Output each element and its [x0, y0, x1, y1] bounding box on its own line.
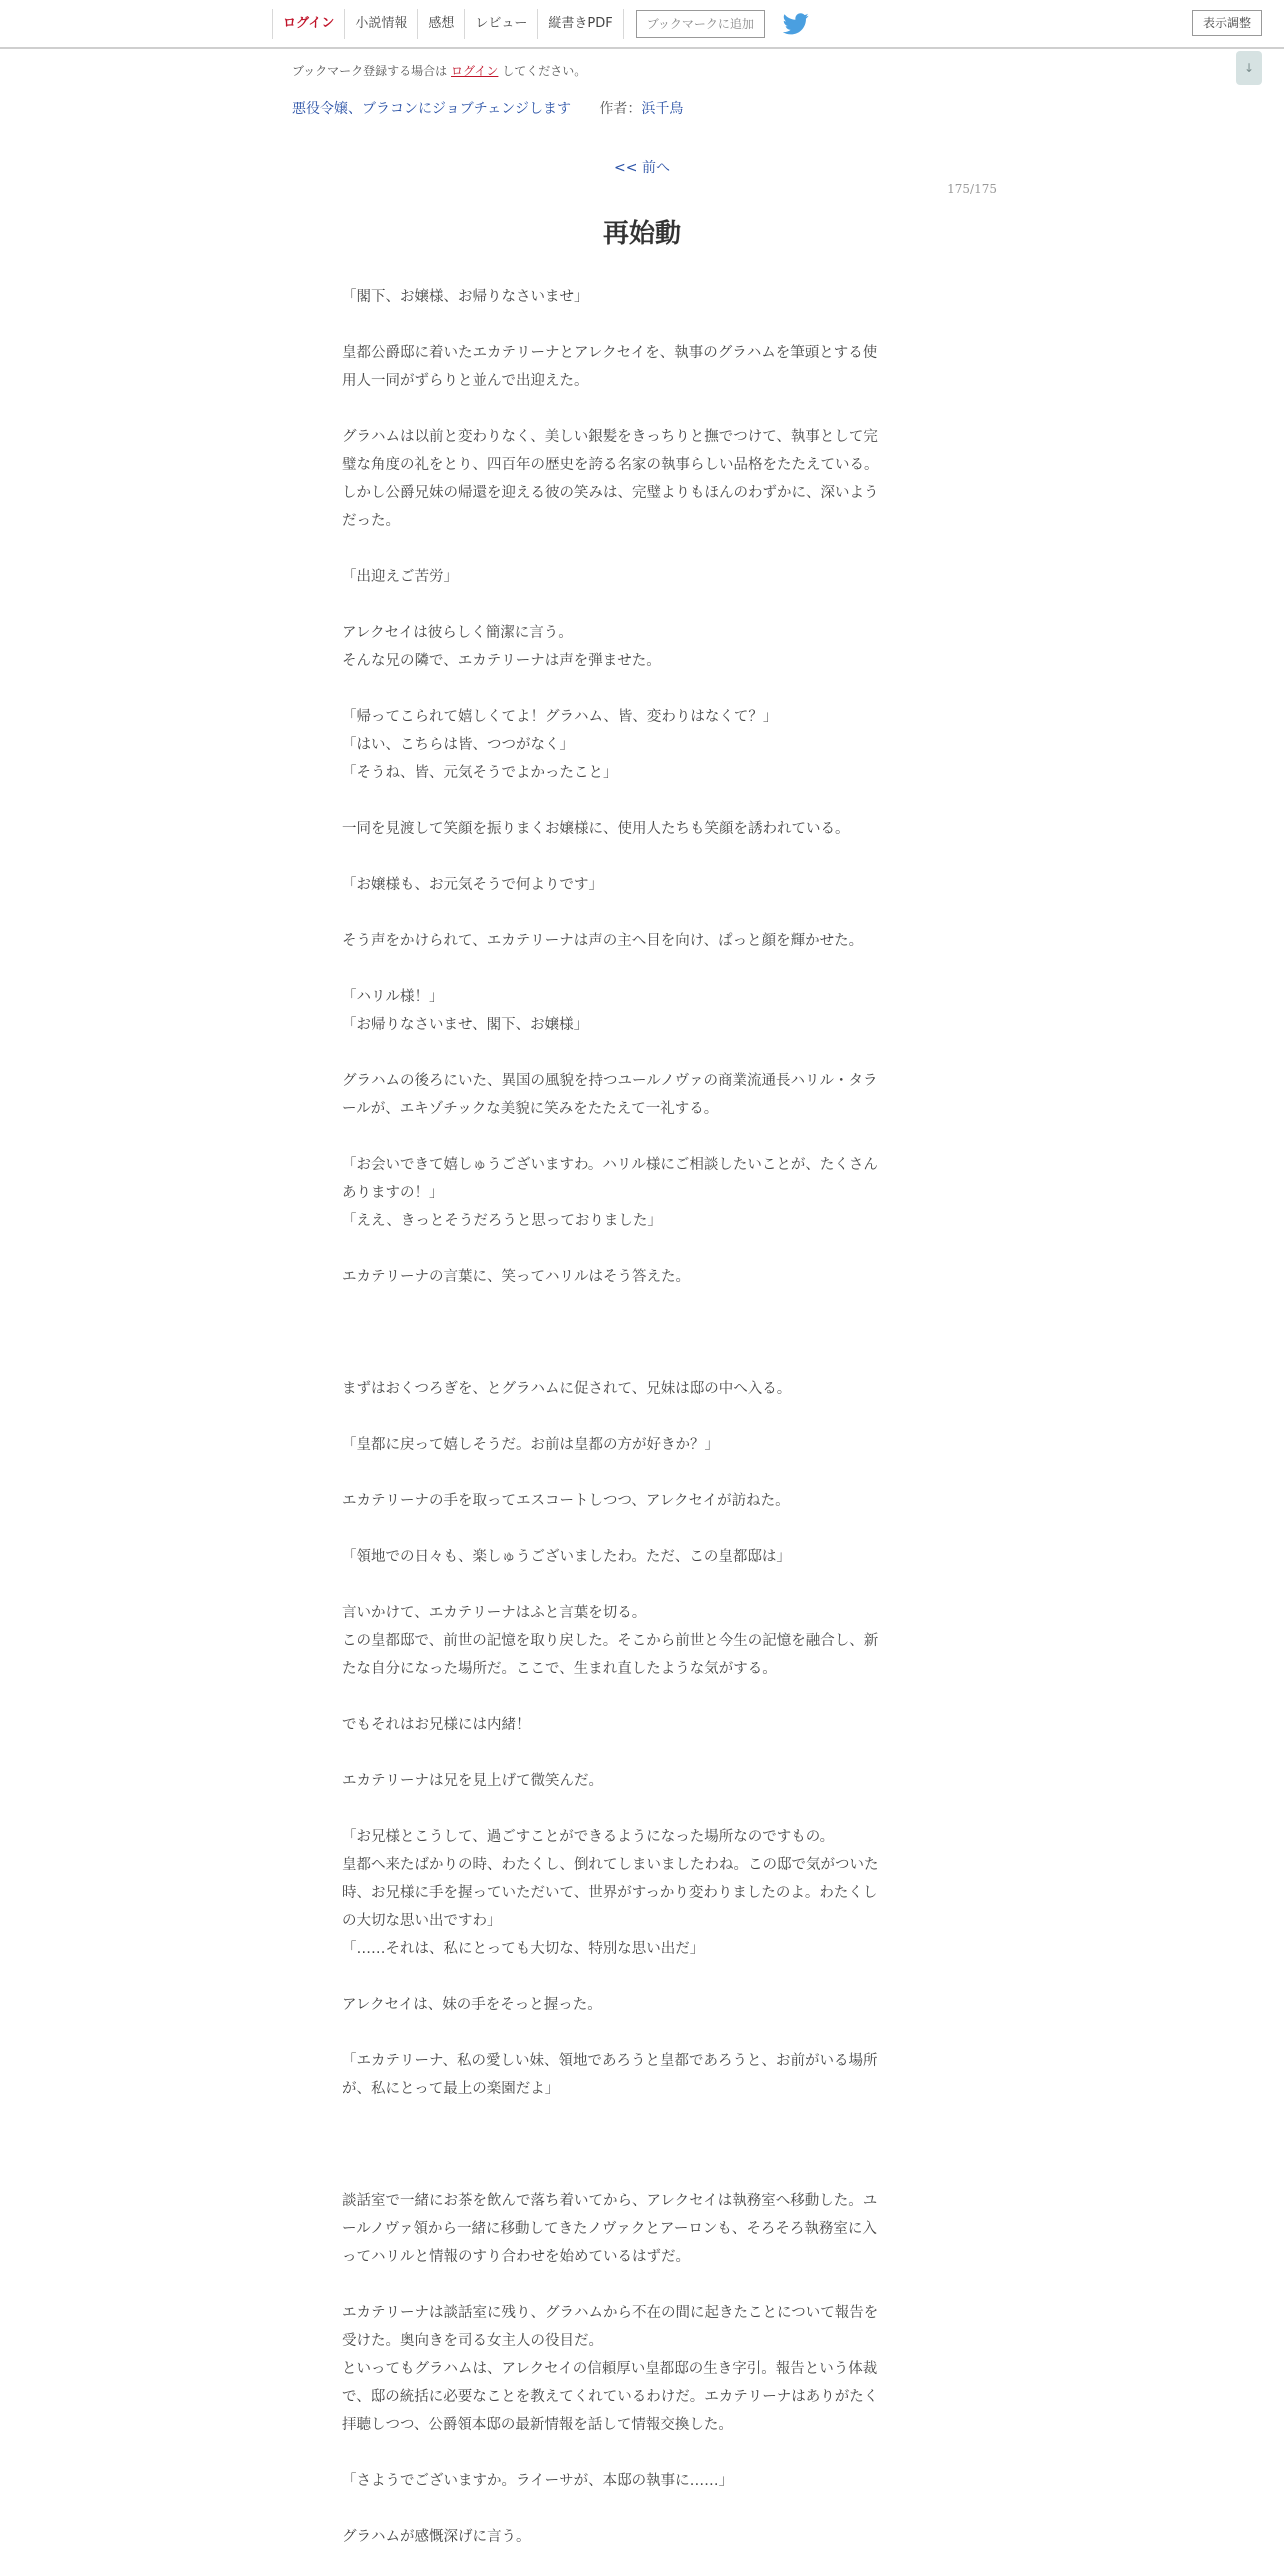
scroll-down-icon[interactable]: ↓: [1236, 51, 1262, 85]
body-line: 「閣下、お嬢様、お帰りなさいませ」: [342, 289, 589, 305]
twitter-bird-icon[interactable]: [783, 13, 809, 35]
body-line: グラハムの後ろにいた、異国の風貌を持つユールノヴァの商業流通長ハリル・タラ: [342, 1073, 878, 1089]
nav-novel-info[interactable]: 小説情報: [344, 9, 417, 39]
body-line: ありますの！」: [342, 1185, 444, 1201]
body-line: [342, 787, 942, 815]
body-line: [342, 1291, 942, 1319]
body-line: エカテリーナは談話室に残り、グラハムから不在の間に起きたことについて報告を: [342, 2305, 879, 2321]
bookmark-notice: [292, 62, 586, 79]
body-line: [342, 1963, 942, 1991]
body-line: [342, 395, 942, 423]
body-line: が、私にとって最上の楽園だよ」: [342, 2081, 560, 2097]
novel-body-text: [342, 283, 942, 2551]
nav-review[interactable]: レビュー: [464, 9, 537, 39]
body-line: 受けた。奥向きを司る女主人の役目だ。: [342, 2333, 603, 2349]
body-line: [342, 2495, 942, 2523]
body-line: 「……それは、私にとっても大切な、特別な思い出だ」: [342, 1941, 705, 1957]
body-line: 用人一同がずらりと並んで出迎えた。: [342, 373, 589, 389]
body-line: エカテリーナの言葉に、笑ってハリルはそう答えた。: [342, 1269, 690, 1285]
nav-login[interactable]: ログイン: [272, 9, 344, 39]
body-line: [342, 2439, 942, 2467]
add-bookmark-button[interactable]: ブックマークに追加: [636, 10, 765, 38]
top-nav-bar: [0, 0, 1284, 49]
body-line: [342, 1739, 942, 1767]
body-line: この皇都邸で、前世の記憶を取り戻した。そこから前世と今生の記憶を融合し、新: [342, 1633, 879, 1649]
chapter-title: 再始動: [602, 219, 681, 249]
body-line: ールが、エキゾチックな美貌に笑みをたたえて一礼する。: [342, 1101, 719, 1117]
body-line: 「ええ、きっとそうだろうと思っておりました」: [342, 1213, 662, 1229]
body-line: アレクセイは、妹の手をそっと握った。: [342, 1997, 602, 2013]
body-line: しかし公爵兄妹の帰還を迎える彼の笑みは、完璧よりもほんのわずかに、深いよう: [342, 485, 879, 501]
body-line: [342, 2103, 942, 2131]
body-line: 言いかけて、エカテリーナはふと言葉を切る。: [342, 1605, 647, 1621]
body-line: 拝聴しつつ、公爵領本邸の最新情報を話して情報交換した。: [342, 2417, 733, 2433]
body-line: 皇都公爵邸に着いたエカテリーナとアレクセイを、執事のグラハムを筆頭とする使: [342, 345, 878, 361]
novel-info: [292, 98, 683, 118]
body-line: [342, 2271, 942, 2299]
bookmark-notice-prefix: ブックマーク登録する場合は: [292, 64, 448, 78]
body-line: [342, 1403, 942, 1431]
bookmark-notice-login-link[interactable]: ログイン: [451, 64, 499, 78]
pager-prev: [0, 157, 1284, 177]
body-line: 「さようでございますか。ライーサが、本邸の執事に……」: [342, 2473, 734, 2489]
body-line: エカテリーナは兄を見上げて微笑んだ。: [342, 1773, 603, 1789]
body-line: グラハムが感慨深げに言う。: [342, 2529, 531, 2545]
body-line: 「エカテリーナ、私の愛しい妹、領地であろうと皇都であろうと、お前がいる場所: [342, 2053, 878, 2069]
body-line: そう声をかけられて、エカテリーナは声の主へ目を向け、ぱっと顔を輝かせた。: [342, 933, 864, 949]
body-line: [342, 1571, 942, 1599]
nav-impressions[interactable]: 感想: [417, 9, 464, 39]
body-line: 「出迎えご苦労」: [342, 569, 458, 585]
body-line: [342, 2131, 942, 2159]
display-settings-button[interactable]: 表示調整: [1192, 10, 1262, 36]
body-line: の大切な思い出ですわ」: [342, 1913, 502, 1929]
body-line: 一同を見渡して笑顔を振りまくお嬢様に、使用人たちも笑顔を誘われている。: [342, 821, 850, 837]
body-line: [342, 1459, 942, 1487]
body-line: 「領地での日々も、楽しゅうございましたわ。ただ、この皇都邸は」: [342, 1549, 791, 1565]
nav-vertical-pdf[interactable]: 縦書きPDF: [537, 9, 623, 39]
bookmark-notice-suffix: してください。: [502, 64, 587, 78]
body-line: 「お兄様とこうして、過ごすことができるようになった場所なのですもの。: [342, 1829, 835, 1845]
nav-menu: [272, 9, 809, 39]
body-line: [342, 311, 942, 339]
body-line: [342, 535, 942, 563]
body-line: で、邸の統括に必要なことを教えてくれているわけだ。エカテリーナはありがたく: [342, 2389, 879, 2405]
body-line: でもそれはお兄様には内緒！: [342, 1717, 531, 1733]
body-line: 「皇都に戻って嬉しそうだ。お前は皇都の方が好きか？」: [342, 1437, 719, 1453]
body-line: たな自分になった場所だ。ここで、生まれ直したような気がする。: [342, 1661, 777, 1677]
body-line: [342, 1319, 942, 1347]
body-line: 「お帰りなさいませ、閣下、お嬢様」: [342, 1017, 589, 1033]
body-line: [342, 1039, 942, 1067]
body-line: [342, 1123, 942, 1151]
body-line: まずはおくつろぎを、とグラハムに促されて、兄妹は邸の中へ入る。: [342, 1381, 792, 1397]
body-line: アレクセイは彼らしく簡潔に言う。: [342, 625, 573, 641]
body-line: [342, 1683, 942, 1711]
body-line: 「帰ってこられて嬉しくてよ！グラハム、皆、変わりはなくて？」: [342, 709, 778, 725]
body-line: 「ハリル様！」: [342, 989, 444, 1005]
body-line: そんな兄の隣で、エカテリーナは声を弾ませた。: [342, 653, 661, 669]
body-line: [342, 2019, 942, 2047]
body-line: 「お嬢様も、お元気そうで何よりです」: [342, 877, 603, 893]
page-count: 175/175: [947, 182, 997, 196]
body-line: 談話室で一緒にお茶を飲んで落ち着いてから、アレクセイは執務室へ移動した。ユ: [342, 2193, 878, 2209]
body-line: [342, 1347, 942, 1375]
body-line: 「そうね、皆、元気そうでよかったこと」: [342, 765, 618, 781]
body-line: [342, 955, 942, 983]
body-line: ってハリルと情報のすり合わせを始めているはずだ。: [342, 2249, 690, 2265]
prev-page-link[interactable]: << 前へ: [614, 160, 670, 176]
author-label: 作者：: [599, 101, 642, 117]
body-line: といってもグラハムは、アレクセイの信頼厚い皇都邸の生き字引。報告という体裁: [342, 2361, 878, 2377]
body-line: 「お会いできて嬉しゅうございますわ。ハリル様にご相談したいことが、たくさん: [342, 1157, 878, 1173]
body-line: 時、お兄様に手を握っていただいて、世界がすっかり変わりましたのよ。わたくし: [342, 1885, 878, 1901]
body-line: [342, 1795, 942, 1823]
body-line: 「はい、こちらは皆、つつがなく」: [342, 737, 574, 753]
body-line: [342, 591, 942, 619]
body-line: [342, 1515, 942, 1543]
body-line: [342, 899, 942, 927]
novel-title-link[interactable]: 悪役令嬢、ブラコンにジョブチェンジします: [292, 101, 571, 117]
body-line: [342, 1235, 942, 1263]
body-line: ールノヴァ領から一緒に移動してきたノヴァクとアーロンも、そろそろ執務室に入: [342, 2221, 877, 2237]
body-line: [342, 675, 942, 703]
body-line: [342, 2159, 942, 2187]
body-line: 皇都へ来たばかりの時、わたくし、倒れてしまいましたわね。この邸で気がついた: [342, 1857, 879, 1873]
author-link[interactable]: 浜千鳥: [641, 101, 684, 117]
body-line: エカテリーナの手を取ってエスコートしつつ、アレクセイが訪ねた。: [342, 1493, 790, 1509]
body-line: だった。: [342, 513, 400, 529]
body-line: 璧な角度の礼をとり、四百年の歴史を誇る名家の執事らしい品格をたたえている。: [342, 457, 879, 473]
body-line: グラハムは以前と変わりなく、美しい銀髪をきっちりと撫でつけて、執事として完: [342, 429, 878, 445]
body-line: [342, 843, 942, 871]
